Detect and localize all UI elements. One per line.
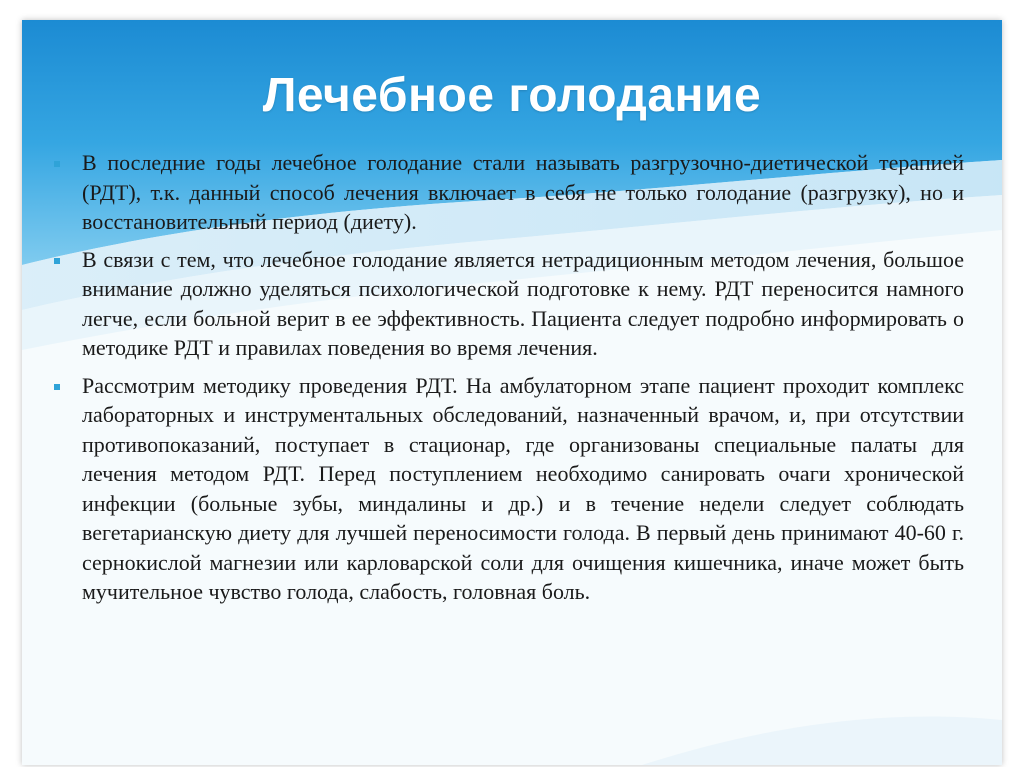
bullet-square-icon: [54, 258, 60, 264]
bullet-item: [52, 148, 964, 237]
bullet-item: [52, 245, 964, 363]
slide-title: Лечебное голодание: [262, 69, 762, 122]
bullet-text: Рассмотрим методику проведения РДТ. На амбулаторном этапе пациент проходит комплекс лабораторных и инструментальных обследований, назначенный врачом, и, при отсутствии противопоказаний, поступает в стационар, где организованы специальные палаты для лечения методом РДТ. Перед поступлением необходимо санировать очаги хронической инфекции (больные зубы, миндалины и др.) и в течение недели следует соблюдать вегетарианскую диету для лучшей переносимости голода. В первый день принимают 40-60 г. сернокислой магнезии или карловарской соли для очищения кишечника, иначе может быть мучительное чувство голода, слабость, головная боль.: [82, 372, 964, 604]
bullet-text: В последние годы лечебное голодание стали называть разгрузочно-диетической терапией (РДТ), т.к. данный способ лечения включает в себя не только голодание (разгрузку), но и восстановительный период (диету).: [82, 150, 964, 234]
bullet-text: В связи с тем, что лечебное голодание является нетрадиционным методом лечения, большое внимание должно уделяться психологической подготовке к нему. РДТ переносится намного легче, если больной верит в ее эффективность. Пациента следует подробно информировать о методике РДТ и правилах поведения во время лечения.: [82, 246, 964, 360]
slide-content: [52, 148, 964, 615]
bullet-square-icon: [54, 384, 60, 390]
bullet-item: [52, 371, 964, 607]
slide: [22, 20, 1002, 765]
bullet-square-icon: [54, 161, 60, 167]
